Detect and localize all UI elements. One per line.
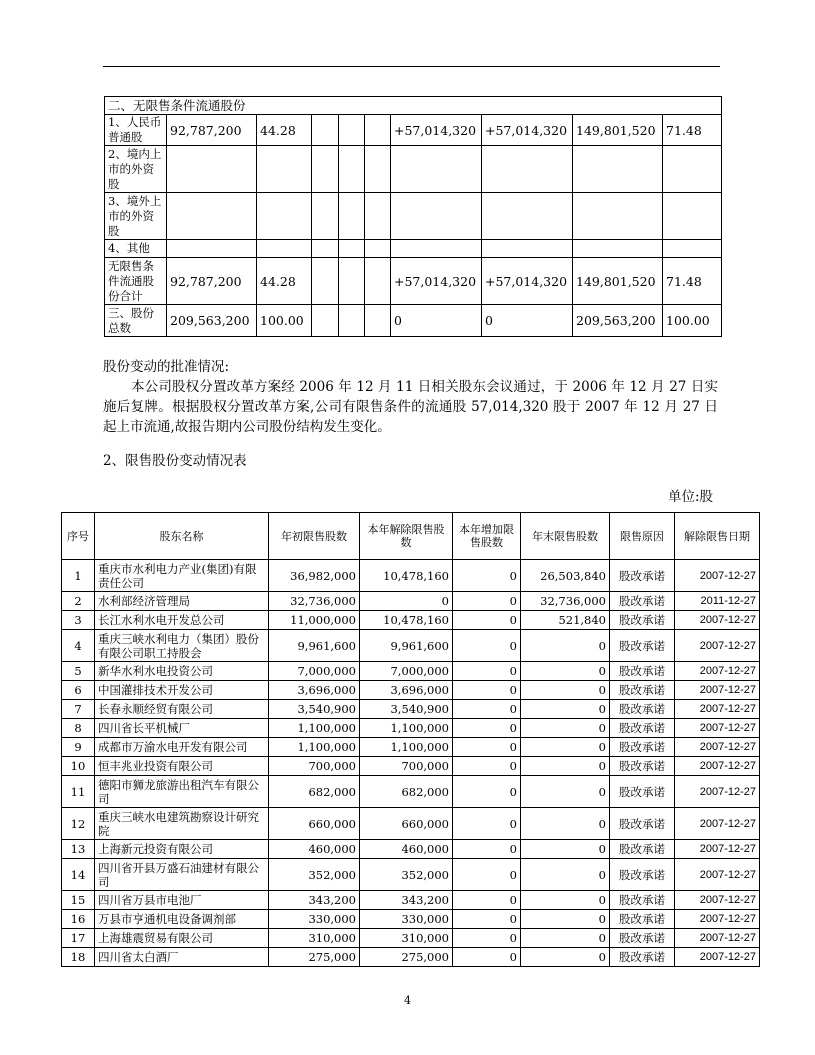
table-row bbox=[62, 776, 760, 808]
cell bbox=[257, 240, 312, 258]
table-cell: 700,000 bbox=[269, 757, 360, 776]
table-cell: 2007-12-27 bbox=[675, 719, 760, 738]
cell: +57,014,320 bbox=[482, 258, 573, 305]
shareholder-name: 新华水利水电投资公司 bbox=[95, 662, 269, 681]
cell: 149,801,520 bbox=[573, 258, 663, 305]
table-cell: 0 bbox=[521, 840, 610, 859]
table-cell: 275,000 bbox=[360, 948, 453, 967]
cell bbox=[339, 115, 365, 146]
table-cell: 0 bbox=[360, 592, 453, 611]
table-cell: 700,000 bbox=[360, 757, 453, 776]
table-row bbox=[62, 681, 760, 700]
cell bbox=[339, 193, 365, 240]
cell: 0 bbox=[482, 305, 573, 337]
cell: 0 bbox=[391, 305, 482, 337]
table-cell: 0 bbox=[453, 738, 521, 757]
cell bbox=[339, 258, 365, 305]
table-cell: 0 bbox=[453, 662, 521, 681]
column-header: 解除限售日期 bbox=[675, 513, 760, 560]
unit-label: 单位:股 bbox=[668, 489, 714, 505]
cell bbox=[482, 240, 573, 258]
shareholder-name: 水利部经济管理局 bbox=[95, 592, 269, 611]
table-cell: 7 bbox=[62, 700, 95, 719]
table-row bbox=[62, 592, 760, 611]
cell bbox=[391, 146, 482, 193]
table-cell: 2007-12-27 bbox=[675, 840, 760, 859]
table-cell: 0 bbox=[453, 630, 521, 662]
table-cell: 3,696,000 bbox=[360, 681, 453, 700]
table-cell: 0 bbox=[453, 891, 521, 910]
table-cell: 股改承诺 bbox=[610, 840, 675, 859]
table-row bbox=[62, 910, 760, 929]
shareholder-name: 重庆市水利电力产业(集团)有限责任公司 bbox=[95, 560, 269, 592]
table-row bbox=[62, 929, 760, 948]
table-row bbox=[105, 97, 722, 115]
column-header: 年初限售股数 bbox=[269, 513, 360, 560]
table-cell: 2007-12-27 bbox=[675, 662, 760, 681]
cell bbox=[167, 146, 257, 193]
approval-title: 股份变动的批准情况: bbox=[103, 359, 230, 375]
table-cell: 9,961,600 bbox=[360, 630, 453, 662]
table-cell: 2007-12-27 bbox=[675, 757, 760, 776]
table-cell: 0 bbox=[453, 611, 521, 630]
cell bbox=[391, 240, 482, 258]
table-cell: 17 bbox=[62, 929, 95, 948]
table-cell: 1,100,000 bbox=[360, 738, 453, 757]
table-cell: 0 bbox=[521, 719, 610, 738]
table-cell: 2007-12-27 bbox=[675, 630, 760, 662]
table-cell: 5 bbox=[62, 662, 95, 681]
table-cell: 310,000 bbox=[360, 929, 453, 948]
cell bbox=[663, 146, 722, 193]
table-row bbox=[62, 757, 760, 776]
table-cell: 2007-12-27 bbox=[675, 929, 760, 948]
cell bbox=[312, 258, 339, 305]
column-header: 股东名称 bbox=[95, 513, 269, 560]
table-cell: 股改承诺 bbox=[610, 719, 675, 738]
cell: 209,563,200 bbox=[573, 305, 663, 337]
cell: 71.48 bbox=[663, 115, 722, 146]
cell: 100.00 bbox=[663, 305, 722, 337]
table-cell: 460,000 bbox=[360, 840, 453, 859]
shareholder-name: 四川省开县万盛石油建材有限公司 bbox=[95, 859, 269, 891]
table-row bbox=[62, 611, 760, 630]
column-header: 本年增加限售股数 bbox=[453, 513, 521, 560]
table-cell: 0 bbox=[521, 681, 610, 700]
cell bbox=[663, 240, 722, 258]
table-cell: 1,100,000 bbox=[360, 719, 453, 738]
table-cell: 660,000 bbox=[360, 808, 453, 840]
table-cell: 3,540,900 bbox=[269, 700, 360, 719]
table-cell: 11 bbox=[62, 776, 95, 808]
cell bbox=[365, 305, 391, 337]
table-row bbox=[62, 719, 760, 738]
cell: +57,014,320 bbox=[391, 115, 482, 146]
table-cell: 352,000 bbox=[360, 859, 453, 891]
shareholder-name: 四川省长平机械厂 bbox=[95, 719, 269, 738]
cell: 92,787,200 bbox=[167, 115, 257, 146]
table-cell: 2011-12-27 bbox=[675, 592, 760, 611]
table-cell: 32,736,000 bbox=[521, 592, 610, 611]
table-row bbox=[105, 193, 722, 240]
table-row bbox=[62, 700, 760, 719]
table-cell: 3 bbox=[62, 611, 95, 630]
table-cell: 10,478,160 bbox=[360, 560, 453, 592]
table-row bbox=[105, 258, 722, 305]
cell bbox=[167, 240, 257, 258]
cell bbox=[312, 115, 339, 146]
table-row bbox=[62, 891, 760, 910]
cell bbox=[167, 193, 257, 240]
table-cell: 股改承诺 bbox=[610, 808, 675, 840]
table-cell: 3,696,000 bbox=[269, 681, 360, 700]
table-cell: 682,000 bbox=[269, 776, 360, 808]
column-header: 序号 bbox=[62, 513, 95, 560]
table-cell: 9,961,600 bbox=[269, 630, 360, 662]
table-cell: 330,000 bbox=[269, 910, 360, 929]
shareholder-name: 上海新元投资有限公司 bbox=[95, 840, 269, 859]
cell bbox=[339, 146, 365, 193]
table-row bbox=[62, 560, 760, 592]
cell bbox=[573, 240, 663, 258]
cell bbox=[365, 258, 391, 305]
table-cell: 11,000,000 bbox=[269, 611, 360, 630]
table-cell: 10,478,160 bbox=[360, 611, 453, 630]
table-cell: 32,736,000 bbox=[269, 592, 360, 611]
table-cell: 660,000 bbox=[269, 808, 360, 840]
table-row bbox=[105, 305, 722, 337]
cell bbox=[573, 146, 663, 193]
table-cell: 股改承诺 bbox=[610, 859, 675, 891]
table-row bbox=[105, 240, 722, 258]
cell bbox=[312, 240, 339, 258]
table-cell: 2007-12-27 bbox=[675, 738, 760, 757]
table-cell: 0 bbox=[453, 859, 521, 891]
shareholder-name: 中国灌排技术开发公司 bbox=[95, 681, 269, 700]
table-cell: 13 bbox=[62, 840, 95, 859]
page-number: 4 bbox=[404, 994, 411, 1007]
cell bbox=[257, 193, 312, 240]
table-cell: 股改承诺 bbox=[610, 910, 675, 929]
table-cell: 26,503,840 bbox=[521, 560, 610, 592]
section-heading: 2、限售股份变动情况表 bbox=[103, 453, 247, 469]
table-cell: 股改承诺 bbox=[610, 560, 675, 592]
cell bbox=[339, 240, 365, 258]
row-label: 4、其他 bbox=[105, 240, 167, 258]
table-row bbox=[62, 840, 760, 859]
table-cell: 0 bbox=[521, 700, 610, 719]
table-cell: 310,000 bbox=[269, 929, 360, 948]
table-cell: 0 bbox=[453, 948, 521, 967]
shareholder-name: 恒丰兆业投资有限公司 bbox=[95, 757, 269, 776]
table-cell: 0 bbox=[453, 592, 521, 611]
shareholder-name: 重庆三峡水利电力（集团）股份有限公司职工持股会 bbox=[95, 630, 269, 662]
shareholder-name: 重庆三峡水电建筑勘察设计研究院 bbox=[95, 808, 269, 840]
section-title: 二、无限售条件流通股份 bbox=[105, 97, 722, 115]
table-cell: 0 bbox=[521, 948, 610, 967]
cell bbox=[365, 193, 391, 240]
shareholder-name: 德阳市狮龙旅游出租汽车有限公司 bbox=[95, 776, 269, 808]
table-cell: 0 bbox=[453, 700, 521, 719]
table-cell: 0 bbox=[453, 757, 521, 776]
table-cell: 0 bbox=[521, 808, 610, 840]
share-structure-table bbox=[104, 96, 722, 337]
table-cell: 股改承诺 bbox=[610, 948, 675, 967]
cell: 44.28 bbox=[257, 258, 312, 305]
cell bbox=[312, 305, 339, 337]
table-cell: 7,000,000 bbox=[360, 662, 453, 681]
cell: 149,801,520 bbox=[573, 115, 663, 146]
table-row bbox=[105, 146, 722, 193]
table-cell: 股改承诺 bbox=[610, 592, 675, 611]
table-cell: 682,000 bbox=[360, 776, 453, 808]
table-cell: 0 bbox=[521, 891, 610, 910]
shareholder-name: 成都市万渝水电开发有限公司 bbox=[95, 738, 269, 757]
cell bbox=[482, 146, 573, 193]
table-cell: 0 bbox=[453, 910, 521, 929]
header-rule bbox=[103, 66, 720, 67]
table-cell: 9 bbox=[62, 738, 95, 757]
table-cell: 1 bbox=[62, 560, 95, 592]
table-cell: 股改承诺 bbox=[610, 662, 675, 681]
table-cell: 8 bbox=[62, 719, 95, 738]
cell: 209,563,200 bbox=[167, 305, 257, 337]
table-cell: 0 bbox=[521, 859, 610, 891]
table-cell: 股改承诺 bbox=[610, 757, 675, 776]
table-cell: 18 bbox=[62, 948, 95, 967]
shareholder-name: 长江水利水电开发总公司 bbox=[95, 611, 269, 630]
table-cell: 2 bbox=[62, 592, 95, 611]
row-label: 3、境外上市的外资股 bbox=[105, 193, 167, 240]
table-cell: 12 bbox=[62, 808, 95, 840]
table-cell: 521,840 bbox=[521, 611, 610, 630]
cell bbox=[365, 115, 391, 146]
row-label: 无限售条件流通股份合计 bbox=[105, 258, 167, 305]
cell: 71.48 bbox=[663, 258, 722, 305]
table-row bbox=[62, 662, 760, 681]
table-cell: 0 bbox=[453, 776, 521, 808]
table-cell: 2007-12-27 bbox=[675, 948, 760, 967]
table-row bbox=[62, 738, 760, 757]
table-cell: 2007-12-27 bbox=[675, 700, 760, 719]
table-row bbox=[105, 115, 722, 146]
cell bbox=[365, 146, 391, 193]
table-cell: 1,100,000 bbox=[269, 738, 360, 757]
table-cell: 0 bbox=[521, 738, 610, 757]
shareholder-name: 万县市亨通机电设备调剂部 bbox=[95, 910, 269, 929]
table-cell: 0 bbox=[453, 560, 521, 592]
table-row bbox=[62, 630, 760, 662]
table-cell: 2007-12-27 bbox=[675, 808, 760, 840]
table-cell: 330,000 bbox=[360, 910, 453, 929]
table-cell: 股改承诺 bbox=[610, 611, 675, 630]
table-cell: 36,982,000 bbox=[269, 560, 360, 592]
table-cell: 2007-12-27 bbox=[675, 560, 760, 592]
table-cell: 343,200 bbox=[269, 891, 360, 910]
table-cell: 4 bbox=[62, 630, 95, 662]
table-cell: 0 bbox=[521, 776, 610, 808]
table-cell: 0 bbox=[453, 808, 521, 840]
table-cell: 16 bbox=[62, 910, 95, 929]
cell: 44.28 bbox=[257, 115, 312, 146]
shareholder-name: 四川省太白酒厂 bbox=[95, 948, 269, 967]
cell bbox=[573, 193, 663, 240]
table-cell: 6 bbox=[62, 681, 95, 700]
row-label: 三、股份总数 bbox=[105, 305, 167, 337]
table-cell: 352,000 bbox=[269, 859, 360, 891]
table-cell: 343,200 bbox=[360, 891, 453, 910]
table-cell: 0 bbox=[521, 929, 610, 948]
table-cell: 股改承诺 bbox=[610, 891, 675, 910]
table-cell: 股改承诺 bbox=[610, 700, 675, 719]
table-cell: 14 bbox=[62, 859, 95, 891]
table-cell: 275,000 bbox=[269, 948, 360, 967]
restricted-shares-table bbox=[61, 512, 760, 967]
table-cell: 股改承诺 bbox=[610, 929, 675, 948]
table-cell: 3,540,900 bbox=[360, 700, 453, 719]
column-header: 本年解除限售股数 bbox=[360, 513, 453, 560]
table-cell: 2007-12-27 bbox=[675, 891, 760, 910]
table-cell: 股改承诺 bbox=[610, 776, 675, 808]
table-cell: 0 bbox=[453, 929, 521, 948]
table-cell: 股改承诺 bbox=[610, 630, 675, 662]
cell bbox=[365, 240, 391, 258]
table-cell: 1,100,000 bbox=[269, 719, 360, 738]
table-cell: 460,000 bbox=[269, 840, 360, 859]
cell bbox=[312, 193, 339, 240]
table-cell: 0 bbox=[453, 681, 521, 700]
column-header: 限售原因 bbox=[610, 513, 675, 560]
column-header: 年末限售股数 bbox=[521, 513, 610, 560]
cell bbox=[257, 146, 312, 193]
table-cell: 0 bbox=[521, 630, 610, 662]
cell: +57,014,320 bbox=[391, 258, 482, 305]
table-cell: 股改承诺 bbox=[610, 681, 675, 700]
table-cell: 0 bbox=[453, 719, 521, 738]
shareholder-name: 上海雄震贸易有限公司 bbox=[95, 929, 269, 948]
table-cell: 10 bbox=[62, 757, 95, 776]
cell bbox=[663, 193, 722, 240]
row-label: 2、境内上市的外资股 bbox=[105, 146, 167, 193]
table-cell: 2007-12-27 bbox=[675, 611, 760, 630]
cell bbox=[482, 193, 573, 240]
table-cell: 2007-12-27 bbox=[675, 910, 760, 929]
cell: +57,014,320 bbox=[482, 115, 573, 146]
table-cell: 0 bbox=[453, 840, 521, 859]
approval-body: 本公司股权分置改革方案经 2006 年 12 月 11 日相关股东会议通过，于 2006 年 12 月 27 日实施后复牌。根据股权分置改革方案,公司有限售条件的流通股 57,014,320 股于 2007 年 12 月 27 日起上市流通,故报告期内公司股份结构发生变化。 bbox=[103, 379, 718, 435]
table-row bbox=[62, 859, 760, 891]
table-cell: 7,000,000 bbox=[269, 662, 360, 681]
table-cell: 15 bbox=[62, 891, 95, 910]
table-row bbox=[62, 948, 760, 967]
shareholder-name: 长春永顺经贸有限公司 bbox=[95, 700, 269, 719]
table-cell: 0 bbox=[521, 662, 610, 681]
table-row bbox=[62, 808, 760, 840]
cell: 100.00 bbox=[257, 305, 312, 337]
shareholder-name: 四川省万县市电池厂 bbox=[95, 891, 269, 910]
row-label: 1、人民币普通股 bbox=[105, 115, 167, 146]
table-cell: 2007-12-27 bbox=[675, 859, 760, 891]
cell bbox=[339, 305, 365, 337]
table-cell: 股改承诺 bbox=[610, 738, 675, 757]
cell bbox=[391, 193, 482, 240]
cell bbox=[312, 146, 339, 193]
cell: 92,787,200 bbox=[167, 258, 257, 305]
table-cell: 2007-12-27 bbox=[675, 681, 760, 700]
table-cell: 0 bbox=[521, 757, 610, 776]
table-cell: 0 bbox=[521, 910, 610, 929]
table-cell: 2007-12-27 bbox=[675, 776, 760, 808]
table-header-row bbox=[62, 513, 760, 560]
